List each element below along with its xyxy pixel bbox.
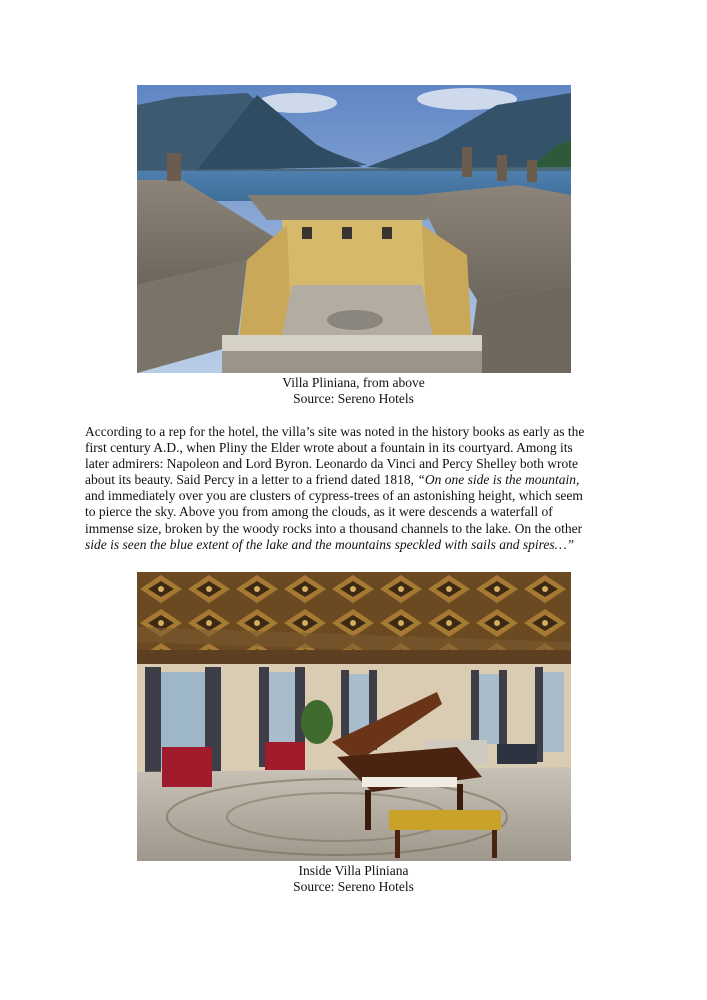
paragraph-line: later admirers: Napoleon and Lord Byron. Leonardo da Vinci and Percy Shelley both wrote xyxy=(85,456,579,472)
quote-line-italic xyxy=(85,537,625,553)
villa-interior-photo xyxy=(137,572,571,861)
quote-start: “On one side is the mountain, xyxy=(417,472,580,488)
paragraph-line: first century A.D., when Pliny the Elder wrote about a fountain in its courtyard. Among its xyxy=(85,440,573,456)
figure-title: Inside Villa Pliniana xyxy=(298,863,409,878)
body-paragraph xyxy=(85,424,625,553)
paragraph-line: According to a rep for the hotel, the villa’s site was noted in the history books as early as the xyxy=(85,424,585,439)
villa-interior-illustration xyxy=(137,572,571,861)
figure-caption-1 xyxy=(0,375,707,407)
paragraph-line xyxy=(85,472,625,488)
quote-line: and immediately over you are clusters of cypress-trees of an astonishing height, which seem xyxy=(85,488,583,504)
quote-end: side is seen the blue extent of the lake and the mountains speckled with sails and spires…” xyxy=(85,536,575,552)
figure-source: Source: Sereno Hotels xyxy=(293,879,414,894)
quote-line: immense size, broken by the woody rocks into a thousand channels to the lake. On the other xyxy=(85,520,583,536)
villa-aerial-illustration xyxy=(137,85,571,373)
figure-title: Villa Pliniana, from above xyxy=(282,375,425,390)
paragraph-line-text: about its beauty. Said Percy in a letter to a friend dated 1818, xyxy=(85,472,415,488)
villa-aerial-photo xyxy=(137,85,571,373)
quote-line: to pierce the sky. Above you from among the clouds, as it were descends a waterfall of xyxy=(85,504,553,520)
figure-source: Source: Sereno Hotels xyxy=(293,391,414,406)
figure-caption-2 xyxy=(0,863,707,895)
